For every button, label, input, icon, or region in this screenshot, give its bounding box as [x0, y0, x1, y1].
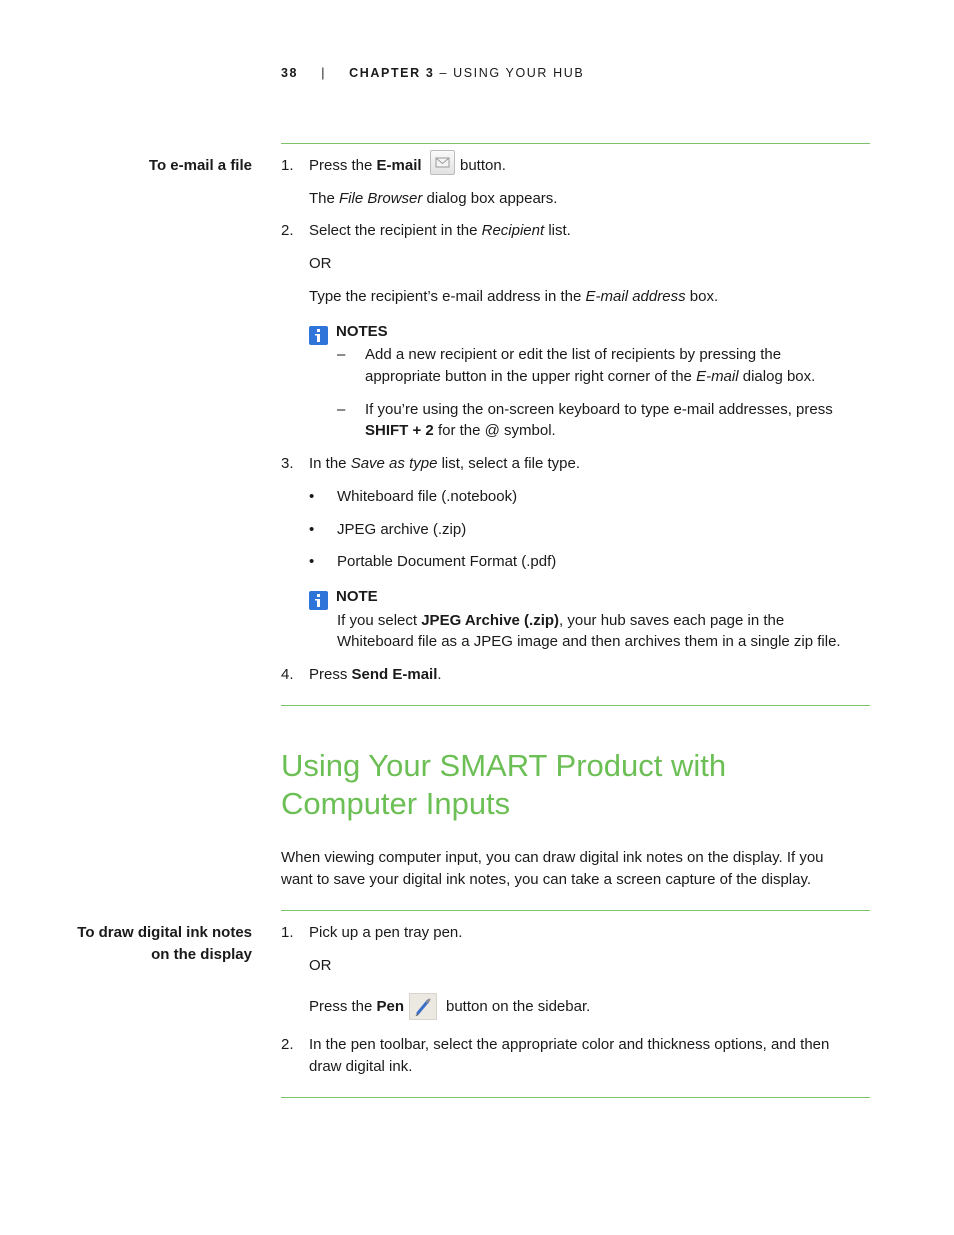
- note-text-bold: JPEG Archive (.zip): [421, 612, 560, 629]
- page-number: 38: [281, 66, 299, 80]
- step-4-bold: Send E-mail: [351, 666, 438, 683]
- step-4-text: [309, 666, 442, 683]
- draw-alt-post: button on the sidebar.: [446, 998, 591, 1015]
- section-title-line2: Computer Inputs: [281, 786, 511, 821]
- header-separator: |: [321, 66, 327, 80]
- info-icon: [309, 326, 328, 345]
- note-b-dash: –: [337, 401, 346, 418]
- type-item-3: Portable Document Format (.pdf): [337, 553, 557, 570]
- step-3-post: list, select a file type.: [437, 455, 580, 472]
- draw-step-2-line2: draw digital ink.: [309, 1058, 413, 1075]
- step-1-result: [309, 190, 557, 207]
- step-2-alt: [309, 288, 718, 305]
- info-icon: [309, 591, 328, 610]
- step-3-pre: In the: [309, 455, 351, 472]
- step-2-alt-pre: Type the recipient’s e-mail address in the: [309, 288, 586, 305]
- note-b-line2-bold: SHIFT + 2: [365, 422, 434, 439]
- or-label-1: OR: [309, 255, 332, 272]
- section-title-line1: Using Your SMART Product with: [281, 748, 727, 783]
- result-post: dialog box appears.: [422, 190, 558, 207]
- bullet-1: •: [309, 488, 315, 505]
- type-item-2: JPEG archive (.zip): [337, 521, 467, 538]
- draw-step-2-number: 2.: [281, 1036, 294, 1053]
- note-text-line1: [337, 612, 784, 629]
- step-3-text: [309, 455, 580, 472]
- side-label-draw-line2: on the display: [151, 946, 252, 963]
- step-2-text: [309, 222, 571, 239]
- draw-step-1-text: Pick up a pen tray pen.: [309, 924, 463, 941]
- step-2-alt-post: box.: [685, 288, 719, 305]
- note-a-line2-pre: appropriate button in the upper right corner of the: [365, 368, 697, 385]
- bullet-3: •: [309, 553, 315, 570]
- note-text-pre: If you select: [337, 612, 422, 629]
- result-italic: File Browser: [339, 190, 423, 207]
- step-4-post: .: [437, 666, 442, 683]
- draw-step-1-alt: [309, 998, 404, 1015]
- draw-step-1-number: 1.: [281, 924, 294, 941]
- side-label-draw-line1: To draw digital ink notes: [77, 924, 252, 941]
- or-label-2: OR: [309, 957, 332, 974]
- step-1-bold: E-mail: [376, 157, 422, 174]
- section-rule: [281, 705, 870, 706]
- draw-alt-bold: Pen: [376, 998, 405, 1015]
- result-pre: The: [309, 190, 340, 207]
- step-4-number: 4.: [281, 666, 294, 683]
- intro-line2: want to save your digital ink notes, you can take a screen capture of the display.: [281, 871, 812, 888]
- step-2-pre: Select the recipient in the: [309, 222, 482, 239]
- chapter-title: – USING YOUR HUB: [434, 66, 585, 80]
- running-header: [281, 66, 584, 80]
- step-3-number: 3.: [281, 455, 294, 472]
- note-a-line2: [365, 368, 815, 385]
- section-rule: [281, 910, 870, 911]
- step-1-post: button.: [460, 157, 506, 174]
- step-1-number: 1.: [281, 157, 294, 174]
- note-b-line2: [365, 422, 556, 439]
- step-4-pre: Press: [309, 666, 352, 683]
- note-a-line1: Add a new recipient or edit the list of recipients by pressing the: [365, 346, 782, 363]
- step-2-italic: Recipient: [481, 222, 545, 239]
- note-b-line2-post: for the @ symbol.: [433, 422, 556, 439]
- section-rule: [281, 143, 870, 144]
- side-label-email: To e-mail a file: [148, 157, 252, 174]
- note-a-line2-post: dialog box.: [738, 368, 816, 385]
- note-heading: NOTE: [336, 588, 378, 605]
- step-1-pre: Press the: [309, 157, 377, 174]
- step-2-number: 2.: [281, 222, 294, 239]
- draw-alt-pre: Press the: [309, 998, 377, 1015]
- note-b-line1: If you’re using the on-screen keyboard to type e-mail addresses, press: [365, 401, 833, 418]
- draw-step-2-line1: In the pen toolbar, select the appropriate color and thickness options, and then: [309, 1036, 830, 1053]
- intro-line1: When viewing computer input, you can draw digital ink notes on the display. If you: [281, 849, 824, 866]
- pen-button-icon: [409, 993, 437, 1020]
- note-a-line2-italic: E-mail: [696, 368, 739, 385]
- section-rule: [281, 1097, 870, 1098]
- email-button-icon: [430, 150, 455, 175]
- note-text-post: , your hub saves each page in the: [559, 612, 785, 629]
- bullet-2: •: [309, 521, 315, 538]
- note-text-line2: Whiteboard file as a JPEG image and then archives them in a single zip file.: [337, 633, 841, 650]
- notes-heading: NOTES: [336, 323, 388, 340]
- note-a-dash: –: [337, 346, 346, 363]
- step-3-italic: Save as type: [350, 455, 438, 472]
- type-item-1: Whiteboard file (.notebook): [337, 488, 518, 505]
- step-1-text: [309, 157, 422, 174]
- chapter-label: CHAPTER 3: [349, 66, 435, 80]
- step-2-alt-italic: E-mail address: [585, 288, 686, 305]
- step-2-post: list.: [544, 222, 571, 239]
